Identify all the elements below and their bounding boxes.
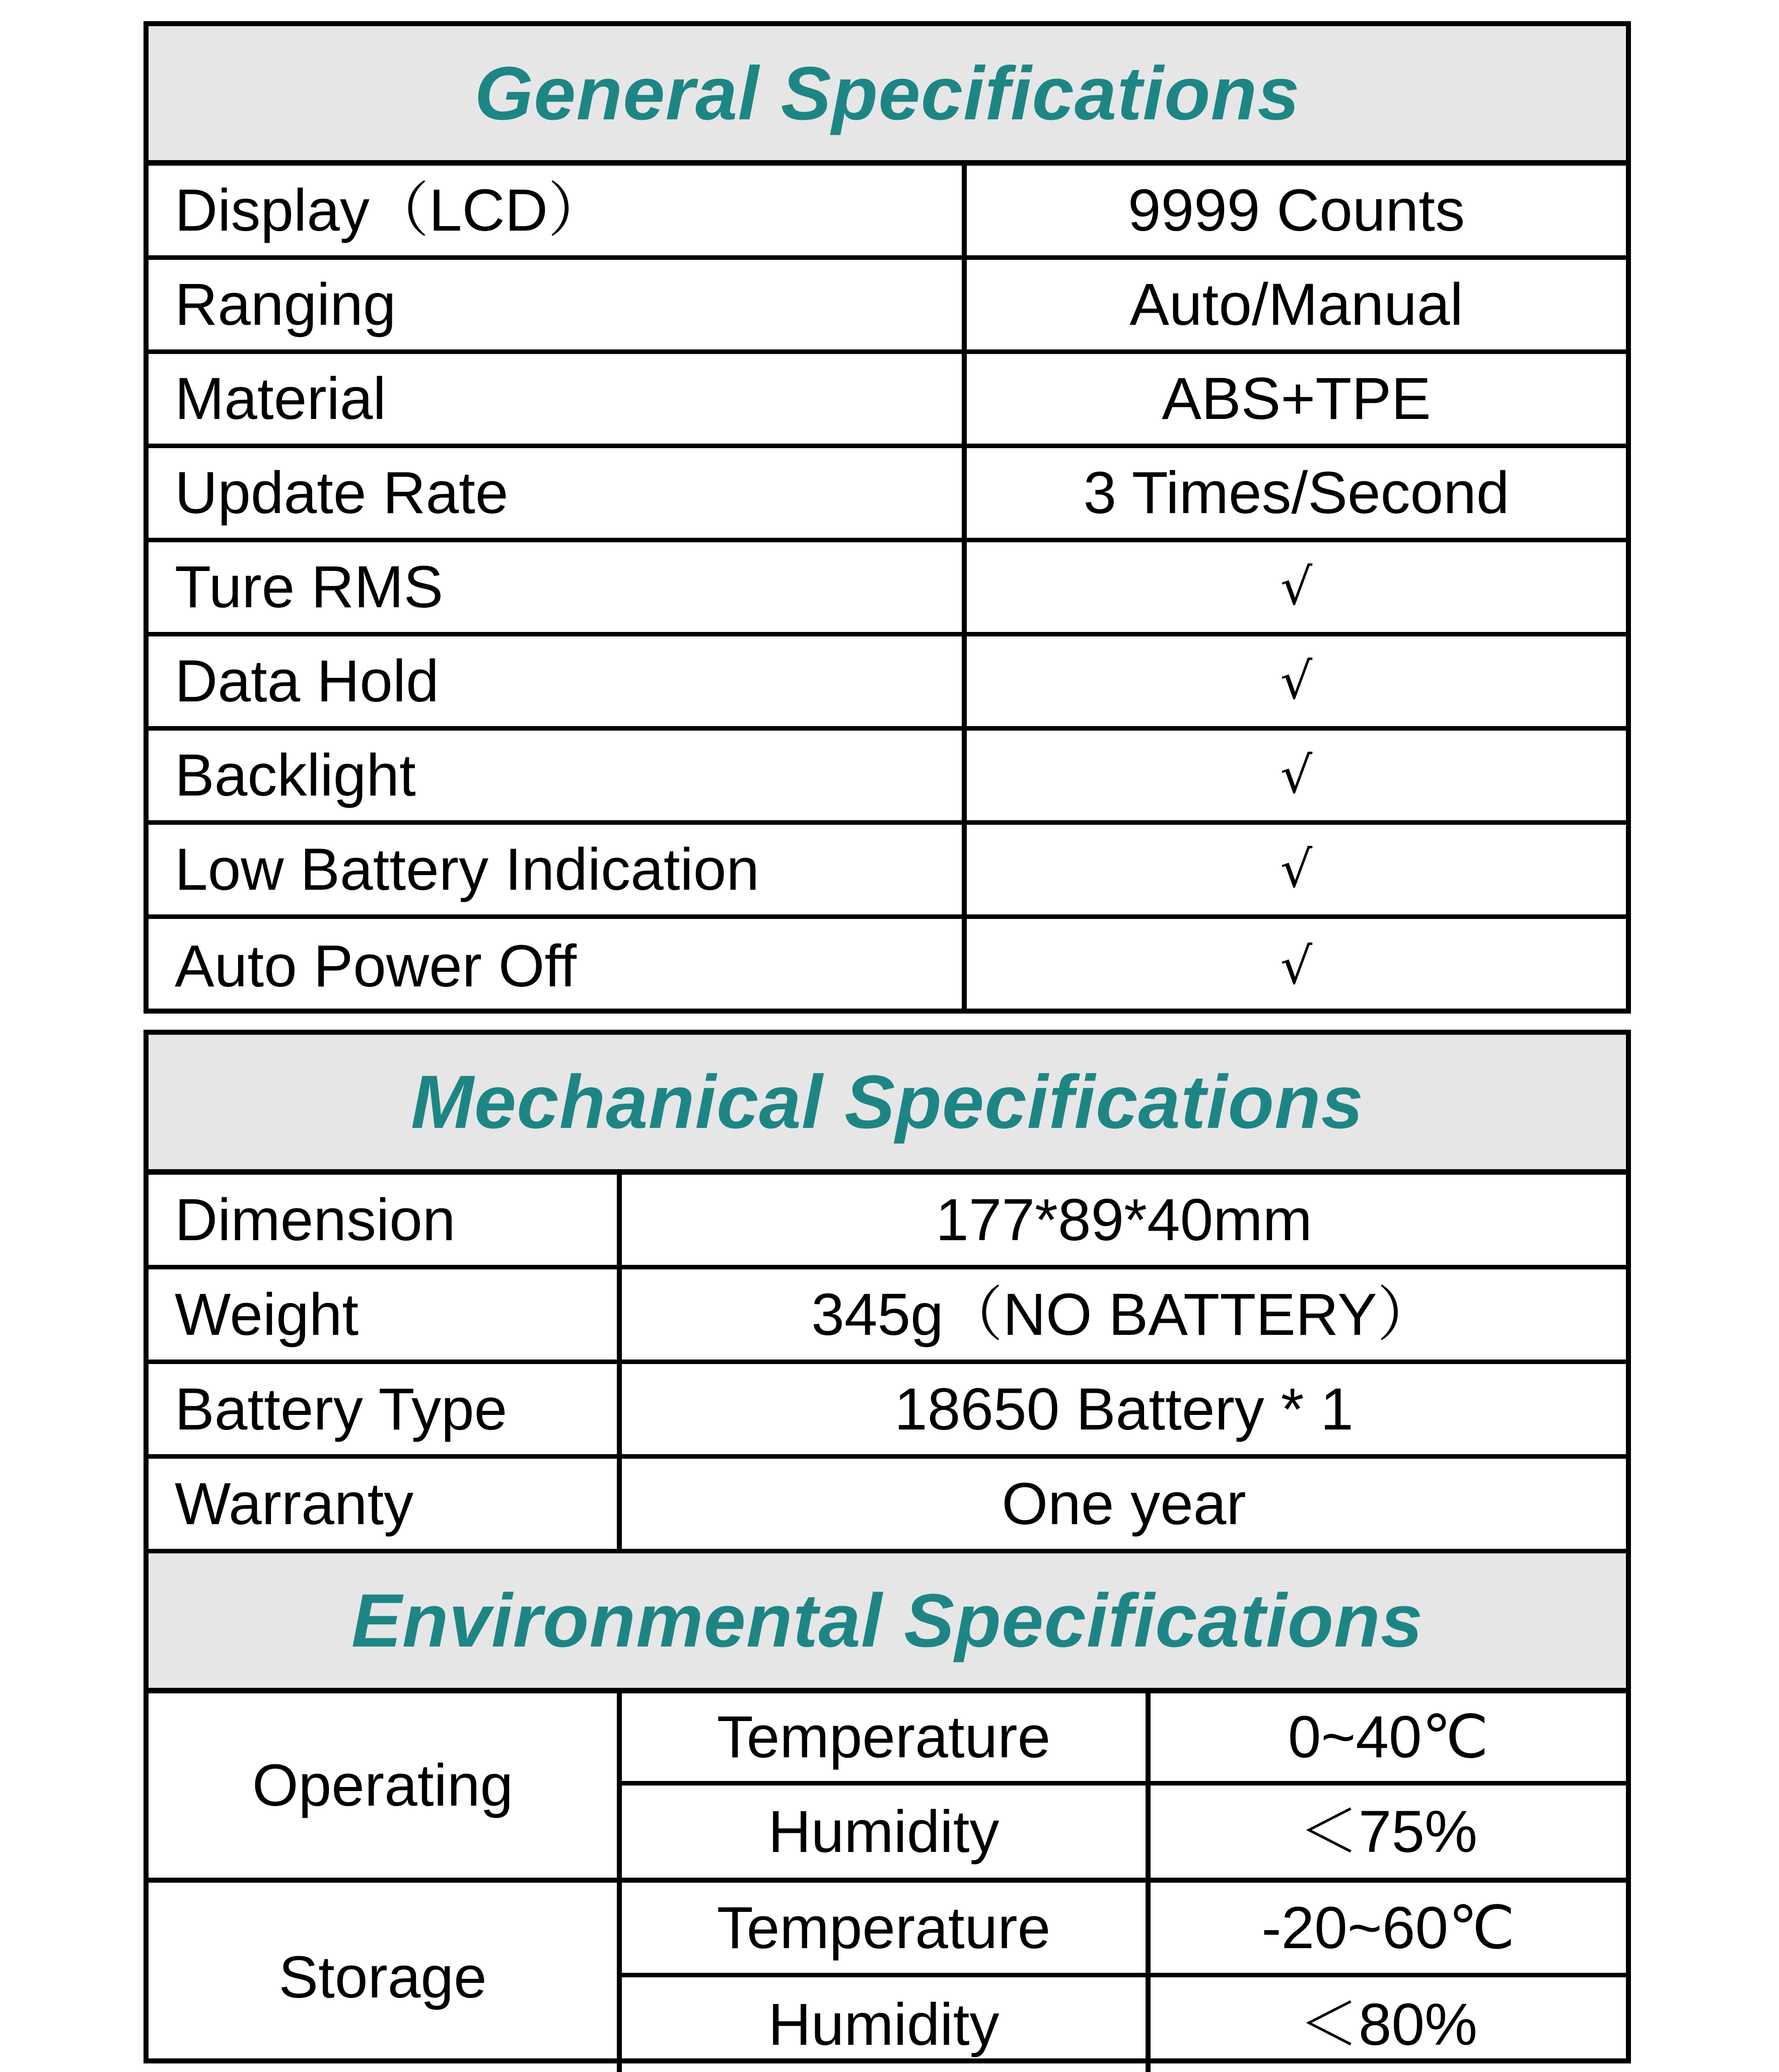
general-specifications-table bbox=[144, 21, 1631, 1014]
table-row bbox=[149, 166, 1626, 260]
check-mark-icon: √ bbox=[1280, 652, 1313, 710]
table-row bbox=[149, 354, 1626, 448]
table-row bbox=[149, 1175, 1626, 1269]
table-row bbox=[149, 448, 1626, 542]
mechanical-title: Mechanical Specifications bbox=[410, 1059, 1364, 1144]
table-row bbox=[149, 825, 1626, 919]
spec-label: Display（LCD） bbox=[149, 166, 967, 255]
spec-label: Backlight bbox=[149, 731, 967, 820]
spec-label: Auto Power Off bbox=[149, 919, 967, 1013]
environmental-title: Environmental Specifications bbox=[351, 1578, 1424, 1663]
env-sub-table bbox=[622, 1883, 1626, 2072]
table-row bbox=[149, 1459, 1626, 1553]
env-value: ＜80% bbox=[1299, 1991, 1478, 2058]
spec-value: ABS+TPE bbox=[1162, 366, 1431, 432]
table-row bbox=[149, 260, 1626, 354]
table-row bbox=[149, 731, 1626, 825]
spec-label: Update Rate bbox=[149, 448, 967, 538]
env-param: Temperature bbox=[622, 1883, 1151, 1973]
check-mark-icon: √ bbox=[1280, 746, 1313, 805]
check-mark-icon: √ bbox=[1280, 557, 1313, 616]
spec-value: 345g（NO BATTERY） bbox=[811, 1281, 1437, 1348]
env-param: Temperature bbox=[622, 1693, 1151, 1781]
spec-label: Material bbox=[149, 354, 967, 444]
spec-label: Ture RMS bbox=[149, 542, 967, 632]
env-sub-table bbox=[622, 1693, 1626, 1878]
table-row bbox=[149, 542, 1626, 636]
table-row bbox=[149, 1364, 1626, 1459]
check-mark-icon: √ bbox=[1280, 936, 1313, 995]
spec-label: Warranty bbox=[149, 1459, 622, 1549]
mechanical-header bbox=[149, 1035, 1626, 1175]
check-mark-icon: √ bbox=[1280, 840, 1313, 899]
spec-label: Low Battery Indication bbox=[149, 825, 967, 914]
general-title: General Specifications bbox=[474, 50, 1300, 135]
spec-label: Data Hold bbox=[149, 636, 967, 726]
spec-value: Auto/Manual bbox=[1129, 271, 1463, 338]
spec-label: Battery Type bbox=[149, 1364, 622, 1454]
spec-value: 18650 Battery * 1 bbox=[894, 1376, 1354, 1443]
spec-label: Ranging bbox=[149, 260, 967, 349]
env-param: Humidity bbox=[622, 1785, 1151, 1878]
env-value: 0~40℃ bbox=[1288, 1704, 1489, 1770]
table-row bbox=[622, 1883, 1626, 1977]
table-row bbox=[622, 1785, 1626, 1878]
env-value: -20~60℃ bbox=[1261, 1894, 1515, 1961]
env-value: ＜75% bbox=[1299, 1798, 1478, 1865]
spec-value: 177*89*40mm bbox=[936, 1186, 1312, 1253]
table-row bbox=[622, 1977, 1626, 2072]
env-group-operating bbox=[149, 1693, 1626, 1883]
mechanical-specifications-table bbox=[144, 1030, 1631, 2063]
spec-label: Weight bbox=[149, 1269, 622, 1360]
table-row bbox=[149, 919, 1626, 1013]
table-row bbox=[622, 1693, 1626, 1785]
table-row bbox=[149, 1269, 1626, 1364]
spec-value: 9999 Counts bbox=[1127, 177, 1465, 244]
environmental-header bbox=[149, 1553, 1626, 1693]
spec-label: Dimension bbox=[149, 1175, 622, 1265]
env-group-storage bbox=[149, 1883, 1626, 2072]
env-group-name: Storage bbox=[149, 1883, 622, 2072]
env-param: Humidity bbox=[622, 1977, 1151, 2072]
spec-value: One year bbox=[1002, 1470, 1246, 1537]
table-row bbox=[149, 636, 1626, 731]
spec-value: 3 Times/Second bbox=[1083, 460, 1510, 526]
env-group-name: Operating bbox=[149, 1693, 622, 1878]
general-header bbox=[149, 26, 1626, 166]
